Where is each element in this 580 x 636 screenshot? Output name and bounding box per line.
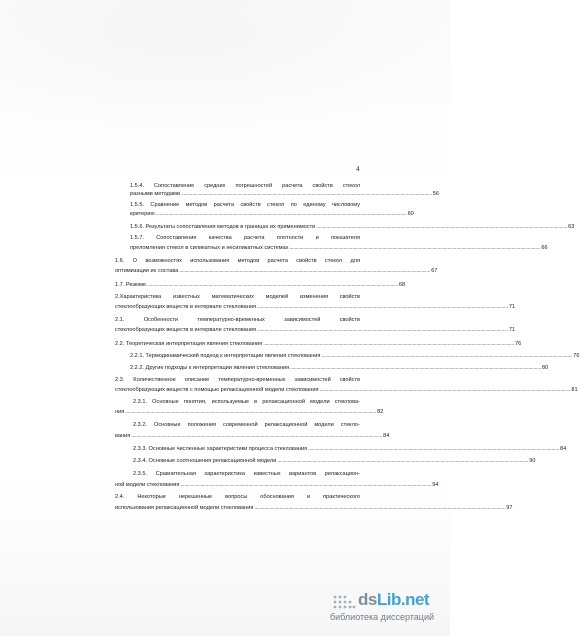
toc-entry-page: 97 <box>506 505 513 511</box>
page-number: 4 <box>356 165 360 173</box>
toc-entry-page: 90 <box>529 458 536 464</box>
toc-leader-dots: ........................................................................................................................................................................................................ <box>263 341 515 347</box>
toc-entry <box>130 202 360 209</box>
toc-leader-dots: ........................................................................................................................................................................................................ <box>180 482 432 488</box>
toc-entry-title: 1.5.7. Сопоставление качества расчета плотности и показателя <box>130 235 360 241</box>
toc-entry-page: 71 <box>508 327 516 333</box>
toc-entry-page: 66 <box>541 245 548 251</box>
toc-entry <box>115 317 360 324</box>
toc-entry-title: разными методами <box>130 191 180 197</box>
toc-entry-page: 94 <box>432 482 439 488</box>
toc-entry-title: 1.5.4. Сопоставление средних погрешностей расчета свойств стекол <box>130 183 360 189</box>
toc-entry-page: 71 <box>508 304 516 310</box>
toc-entry-title: 2.3.2. Основные положения современной релаксационной модели стекло- <box>133 422 360 428</box>
toc-leader-dots: ........................................................................................................................................................................................................ <box>180 191 432 197</box>
toc-entry <box>115 377 360 384</box>
toc-entry-title: вания <box>115 433 131 439</box>
toc-entry <box>133 399 360 406</box>
scan-shading <box>0 0 450 140</box>
toc-entry-page: 76 <box>515 341 522 347</box>
toc-entry-title: стеклообразующих веществ с помощью релаксационной модели стеклования <box>115 387 319 393</box>
toc-entry <box>115 387 578 394</box>
toc-entry <box>115 433 390 440</box>
toc-entry-title: 2.2.1. Термодинамический подход к интерпретации явления стеклования <box>130 353 321 359</box>
toc-entry <box>115 505 513 512</box>
toc-entry <box>115 341 522 348</box>
toc-entry <box>130 183 360 190</box>
toc-entry-page: 82 <box>377 409 384 415</box>
toc-entry-title: 2.3.3. Основные численные характеристики процесса стеклования <box>133 446 308 452</box>
toc-leader-dots: ........................................................................................................................................................................................................ <box>277 458 529 464</box>
toc-entry <box>130 191 440 198</box>
watermark-logo: dsLib.net <box>358 590 430 609</box>
toc-entry-title: 1.7. Резюме <box>115 282 147 288</box>
toc-entry <box>130 353 580 360</box>
toc-leader-dots: ........................................................................................................................................................................................................ <box>256 304 508 310</box>
toc-entry-page: 84 <box>383 433 390 439</box>
toc-entry-title: стеклообразующих веществ в интервале стеклования <box>115 304 256 310</box>
toc-entry <box>130 224 575 231</box>
toc-entry <box>130 365 549 372</box>
toc-entry <box>130 211 414 218</box>
toc-entry-title: ния <box>115 409 125 415</box>
toc-entry <box>115 327 516 334</box>
toc-entry-title: стеклообразующих веществ в интервале стеклования <box>115 327 256 333</box>
toc-entry <box>115 268 438 275</box>
toc-leader-dots: ........................................................................................................................................................................................................ <box>308 446 559 452</box>
toc-leader-dots: ........................................................................................................................................................................................................ <box>319 387 571 393</box>
toc-entry-title: 2.3.1. Основные понятия, используемые в релаксационной модели стеклова- <box>133 399 360 405</box>
toc-entry-page: 81 <box>571 387 578 393</box>
toc-entry-title: преломления стекол в силикатных и несиликатных системах <box>130 245 289 251</box>
toc-entry-title: 2.3.5. Сравнительная характеристика известных вариантов релаксацион- <box>133 471 360 477</box>
toc-entry <box>130 235 360 242</box>
toc-leader-dots: ........................................................................................................................................................................................................ <box>125 409 377 415</box>
toc-leader-dots: ........................................................................................................................................................................................................ <box>179 268 431 274</box>
toc-entry <box>133 446 567 453</box>
toc-entry-title: 1.5.5. Сравнение методов расчета свойств стекол по единому числовому <box>130 202 360 208</box>
toc-entry <box>115 304 516 311</box>
toc-entry-title: 2.2.2. Другие подходы к интерпретации явления стеклования <box>130 365 290 371</box>
toc-entry-page: 76 <box>573 353 580 359</box>
toc-leader-dots: ........................................................................................................................................................................................................ <box>147 282 398 288</box>
dots-icon <box>332 594 356 610</box>
toc-entry-title: 2.4. Некоторые нерешенные вопросы обоснования и практического <box>115 494 360 500</box>
toc-entry-page: 67 <box>431 268 438 274</box>
toc-leader-dots: ........................................................................................................................................................................................................ <box>256 327 508 333</box>
toc-entry <box>115 409 384 416</box>
toc-entry <box>115 482 439 489</box>
toc-entry-title: 2.2. Теоретическая интерпретация явления стеклования <box>115 341 263 347</box>
toc-leader-dots: ........................................................................................................................................................................................................ <box>316 224 568 230</box>
toc-entry <box>115 494 360 501</box>
toc-entry-title: критерию <box>130 211 155 217</box>
dslib-watermark <box>330 590 445 630</box>
toc-entry-page: 84 <box>559 446 567 452</box>
toc-entry <box>115 282 406 289</box>
toc-entry-title: 1.5.6. Результаты сопоставления методов в границах их применимости <box>130 224 316 230</box>
toc-entry <box>130 245 548 252</box>
toc-leader-dots: ........................................................................................................................................................................................................ <box>289 245 541 251</box>
toc-entry <box>133 471 360 478</box>
toc-leader-dots: ........................................................................................................................................................................................................ <box>254 505 506 511</box>
toc-entry-title: оптимизации их состава <box>115 268 179 274</box>
toc-entry-title: 2.1. Особенности температурно-временных зависимостей свойств <box>115 317 360 323</box>
toc-entry <box>133 422 360 429</box>
toc-entry-page: 56 <box>432 191 440 197</box>
toc-leader-dots: ........................................................................................................................................................................................................ <box>155 211 407 217</box>
toc-entry-title: 2.3. Количественное описание температурно-временных зависимостей свойств <box>115 377 360 383</box>
toc-entry-page: 68 <box>398 282 406 288</box>
toc-leader-dots: ........................................................................................................................................................................................................ <box>321 353 573 359</box>
toc-entry <box>115 294 360 301</box>
toc-entry-title: 2.3.4. Основные соотношения релаксационной модели <box>133 458 277 464</box>
toc-entry-page: 63 <box>568 224 575 230</box>
toc-entry <box>115 258 360 265</box>
toc-entry-page: 60 <box>407 211 414 217</box>
toc-entry-title: ной модели стеклования <box>115 482 180 488</box>
toc-entry-title: 1.6. О возможностях использования методов расчета свойств стекол для <box>115 258 360 264</box>
watermark-tagline: библиотека диссертаций <box>330 612 435 622</box>
toc-entry-title: использования релаксационной модели стеклования <box>115 505 254 511</box>
toc-leader-dots: ........................................................................................................................................................................................................ <box>290 365 541 371</box>
toc-entry <box>133 458 536 465</box>
toc-entry-page: 80 <box>541 365 549 371</box>
toc-entry-title: 2.Характеристика известных математических моделей изменения свойств <box>115 294 360 300</box>
toc-leader-dots: ........................................................................................................................................................................................................ <box>131 433 383 439</box>
